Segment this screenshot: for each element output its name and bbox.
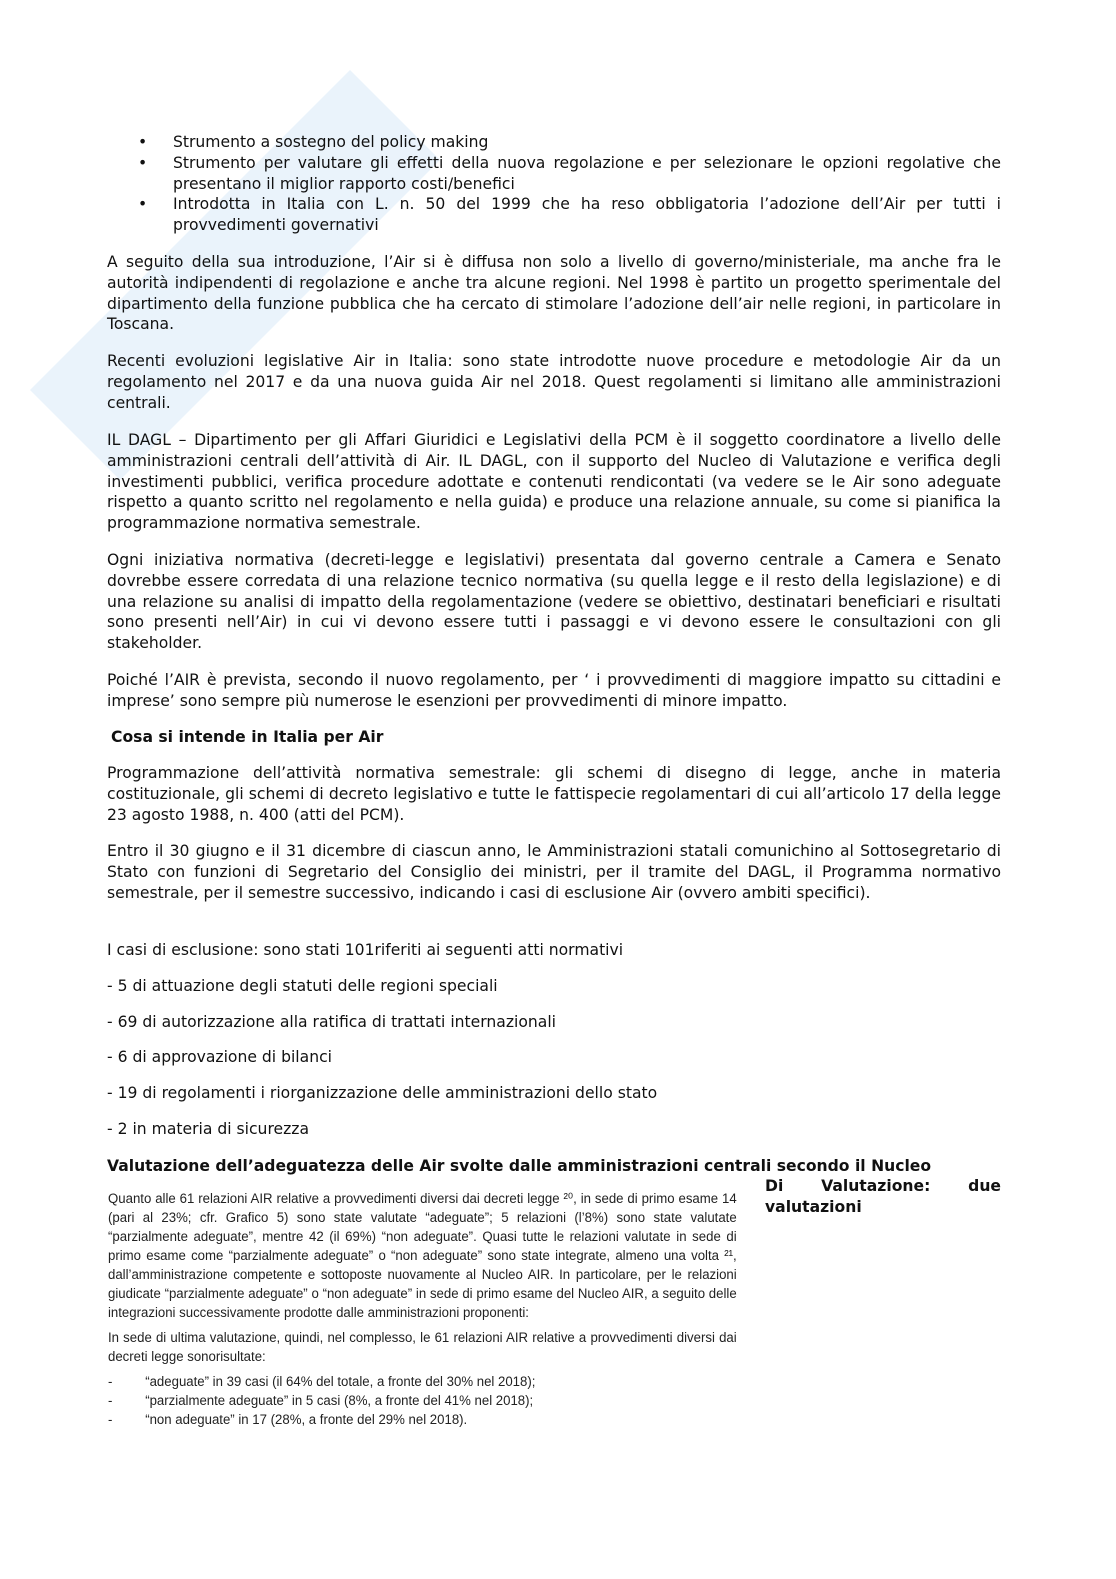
paragraph: A seguito della sua introduzione, l’Air si è diffusa non solo a livello di governo/ministeriale, ma anche fra le autorità indipendenti di regolazione e anche tra alcune regioni. Nel 1998 è partito un progetto sperimentale del dipartimento della funzione pubblica che ha cercato di stimolare l’adozione dell’air nelle regioni, in particolare in Toscana. — [107, 253, 1001, 334]
section-heading: Cosa si intende in Italia per Air — [111, 728, 384, 746]
exclusion-item: - 2 in materia di sicurezza — [107, 1120, 310, 1138]
paragraph: Entro il 30 giugno e il 31 dicembre di ciascun anno, le Amministrazioni statali comunichino al Sottosegretario di Stato con funzioni di Segretario del Consiglio dei ministri, per il tramite del DAGL, il Programma normativo semestrale, per il semestre successivo, indicando i casi di esclusione Air (ovvero ambiti specifici). — [107, 842, 1001, 902]
excerpt-item: - “parzialmente adeguate” in 5 casi (8%, a fronte del 41% nel 2018); — [108, 1393, 534, 1409]
bullet-item: • Introdotta in Italia con L. n. 50 del 1999 che ha reso obbligatoria l’adozione dell’Air per tutti i provvedimenti governativi — [138, 195, 1001, 235]
bullet-item: • Strumento per valutare gli effetti della nuova regolazione e per selezionare le opzioni regolative che presentano il miglior rapporto costi/benefici — [138, 153, 1001, 193]
bullet-item: • Strumento a sostegno del policy making — [138, 133, 489, 151]
excerpt-paragraph: Quanto alle 61 relazioni AIR relative a provvedimenti diversi dai decreti legge ²⁰, in sede di primo esame 14 (pari al 23%; cfr. Grafico 5) sono state valutate “adeguate”; 5 relazioni (l’8%) sono state valutate “parzialmente adeguate”, mentre 42 (il 69%) “non adeguate”. Quasi tutte le relazioni valutate in sede di primo esame come “parzialmente adeguate” o “non adeguate” sono state integrate, almeno una volta ²¹, dall’amministrazione competente e sottoposte nuovamente al Nucleo AIR. In particolare, per le relazioni giudicate “parzialmente adeguate” o “non adeguate” in sede di primo esame del Nucleo AIR, a seguito delle integrazioni successivamente prodotte dalle amministrazioni proponenti: — [108, 1191, 737, 1321]
excerpt-item: - “adeguate” in 39 casi (il 64% del totale, a fronte del 30% nel 2018); — [108, 1374, 536, 1390]
paragraph: Poiché l’AIR è prevista, secondo il nuovo regolamento, per ‘ i provvedimenti di maggiore impatto su cittadini e imprese’ sono sempre più numerose le esenzioni per provvedimenti di minore impatto. — [107, 671, 1001, 710]
excerpt-item: - “non adeguate” in 17 (28%, a fronte del 29% nel 2018). — [108, 1412, 468, 1428]
exclusion-item: - 69 di autorizzazione alla ratifica di trattati internazionali — [107, 1013, 556, 1031]
paragraph: Recenti evoluzioni legislative Air in Italia: sono state introdotte nuove procedure e metodologie Air da un regolamento nel 2017 e da una nuova guida Air nel 2018. Quest regolamenti si limitano alle amministrazioni centrali. — [107, 352, 1001, 412]
paragraph: I casi di esclusione: sono stati 101riferiti ai seguenti atti normativi — [107, 941, 624, 959]
bullet-list — [107, 132, 1001, 236]
section-heading-continuation: Di Valutazione: due valutazioni — [765, 1177, 1001, 1216]
paragraph: IL DAGL – Dipartimento per gli Affari Giuridici e Legislativi della PCM è il soggetto coordinatore a livello delle amministrazioni centrali dell’attività di Air. IL DAGL, con il supporto del Nucleo di Valutazione e verifica degli investimenti pubblici, verifica procedure adottate e contenuti rendicontati (va vedere se le Air sono adeguate rispetto a quanto scritto nel regolamento e nella guida) e produce una relazione annuale, su come si pianifica la programmazione normativa semestrale. — [107, 431, 1001, 533]
exclusion-item: - 19 di regolamenti i riorganizzazione delle amministrazioni dello stato — [107, 1084, 658, 1102]
paragraph: Ogni iniziativa normativa (decreti-legge e legislativi) presentata dal governo centrale a Camera e Senato dovrebbe essere corredata di una relazione tecnico normativa (su quella legge e il resto della legislazione) e di una relazione su analisi di impatto della regolamentazione (vedere se obiettivo, destinatari beneficiari e risultati sono presenti nell’Air) in cui vi devono essere tutti i passaggi e vi devono essere le consultazioni con gli stakeholder. — [107, 551, 1001, 653]
exclusion-item: - 5 di attuazione degli statuti delle regioni speciali — [107, 977, 498, 995]
report-excerpt-image — [108, 1190, 737, 1430]
exclusion-item: - 6 di approvazione di bilanci — [107, 1048, 332, 1066]
section-heading: Valutazione dell’adeguatezza delle Air svolte dalle amministrazioni centrali secondo il Nucleo — [107, 1157, 932, 1175]
paragraph: Programmazione dell’attività normativa semestrale: gli schemi di disegno di legge, anche in materia costituzionale, gli schemi di decreto legislativo e tutte le fattispecie regolamentari di cui all’articolo 17 della legge 23 agosto 1988, n. 400 (atti del PCM). — [107, 764, 1001, 824]
excerpt-paragraph: In sede di ultima valutazione, quindi, nel complesso, le 61 relazioni AIR relative a provvedimenti diversi dai decreti legge sonorisultate: — [108, 1330, 737, 1365]
